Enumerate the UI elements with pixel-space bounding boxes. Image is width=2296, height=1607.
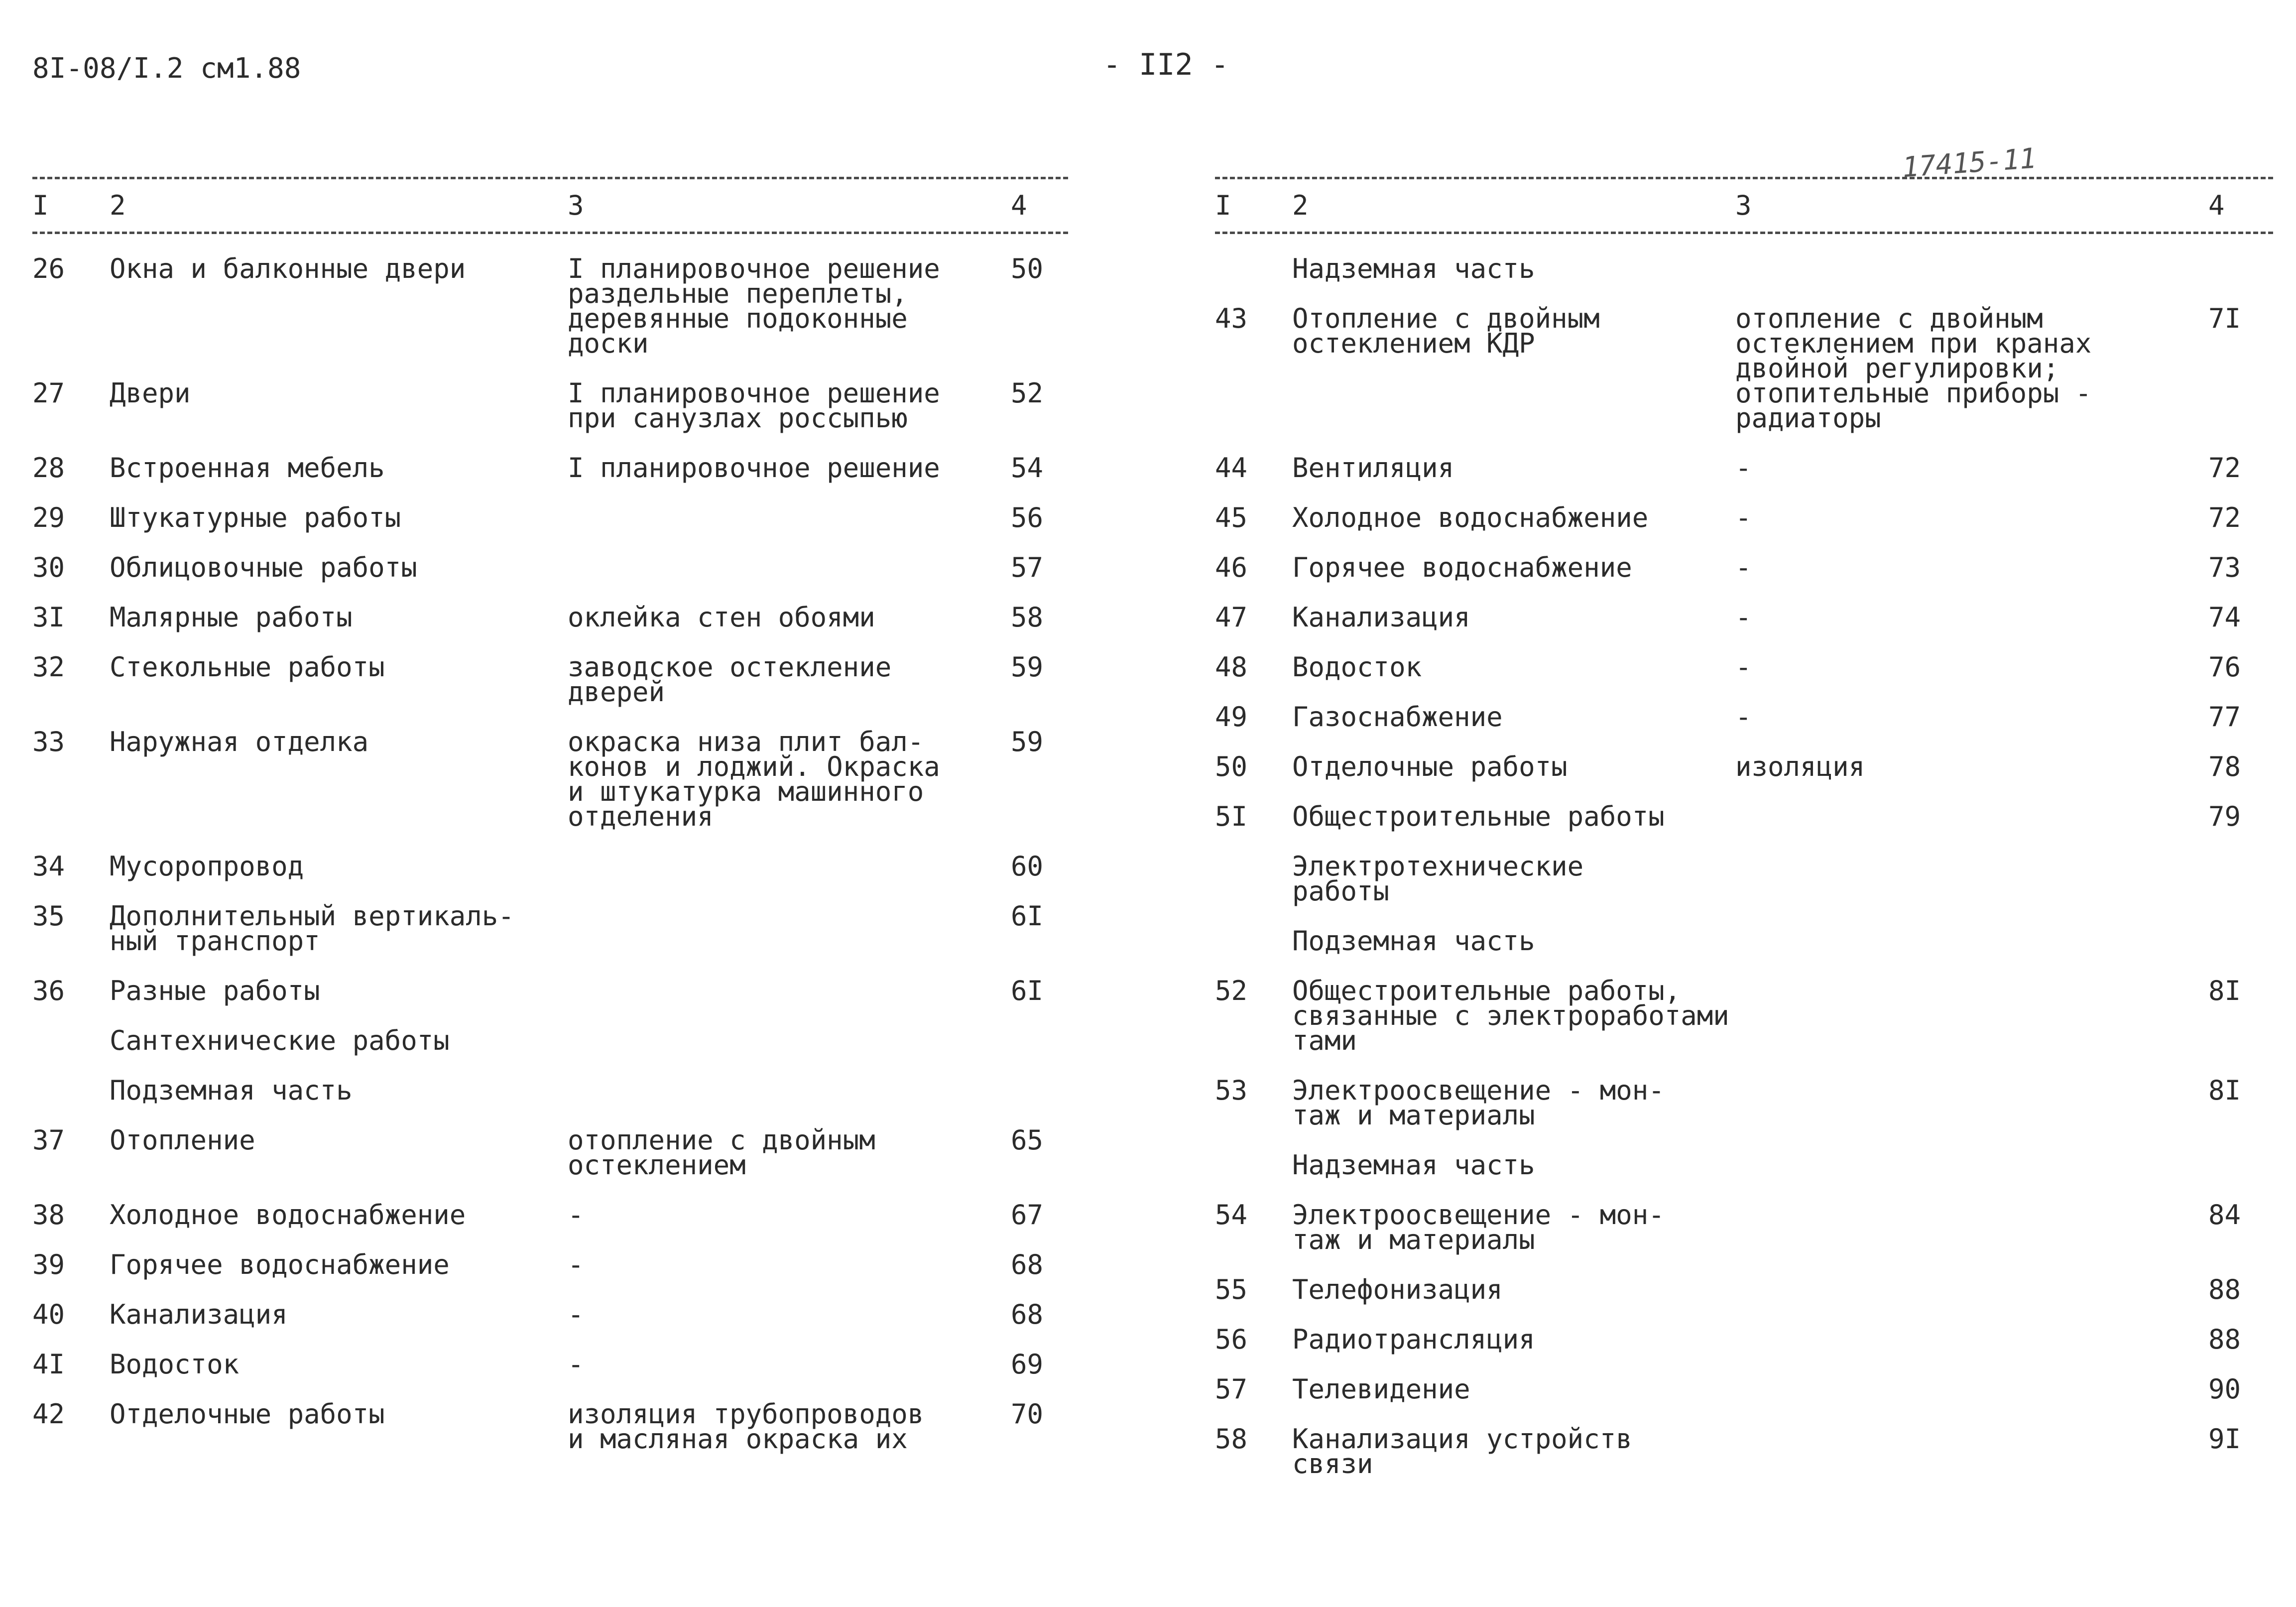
table-row	[32, 726, 1068, 832]
row-page: 69	[1011, 1349, 1044, 1380]
page-number: - II2 -	[1103, 47, 1229, 82]
row-page: 6I	[1011, 900, 1044, 932]
row-page: 58	[1011, 602, 1044, 633]
row-page: 74	[2208, 602, 2241, 633]
row-note: I планировочное решение раздельные переплеты, деревянные подоконные доски	[568, 253, 940, 359]
row-number: 30	[32, 552, 65, 583]
row-number: 52	[1215, 975, 1248, 1006]
row-number: 4I	[32, 1349, 65, 1380]
column-header-number: I	[1215, 190, 1231, 221]
row-number: 57	[1215, 1373, 1248, 1405]
table-row	[1215, 975, 2273, 1056]
row-page: 78	[2208, 751, 2241, 782]
row-name: Общестроительные работы	[1292, 801, 1665, 832]
table-row	[1215, 602, 2273, 633]
row-number: 46	[1215, 552, 1248, 583]
row-name: Надземная часть	[1292, 1149, 1535, 1181]
row-number: 56	[1215, 1324, 1248, 1355]
table-row	[32, 1349, 1068, 1380]
table-row	[32, 1299, 1068, 1330]
table-row	[1215, 1274, 2273, 1305]
row-number: 47	[1215, 602, 1248, 633]
column-header-note: 3	[568, 190, 584, 221]
row-note: оклейка стен обоями	[568, 602, 875, 633]
row-page: 68	[1011, 1249, 1044, 1280]
row-name: Подземная часть	[110, 1075, 353, 1106]
row-note: -	[568, 1199, 584, 1231]
table-row	[1215, 925, 2273, 957]
row-name: Двери	[110, 377, 191, 409]
table-header-rule	[1215, 232, 2273, 234]
row-number: 55	[1215, 1274, 1248, 1305]
table-body	[32, 253, 1068, 1455]
table-row	[32, 452, 1068, 484]
table-row	[32, 1249, 1068, 1280]
row-note: -	[1735, 502, 1752, 533]
row-page: 8I	[2208, 1075, 2241, 1106]
table-row	[1215, 1075, 2273, 1131]
row-number: 45	[1215, 502, 1248, 533]
table-row	[1215, 851, 2273, 907]
row-name: Отделочные работы	[1292, 751, 1568, 782]
row-name: Разные работы	[110, 975, 320, 1006]
row-page: 6I	[1011, 975, 1044, 1006]
row-name: Канализация	[110, 1299, 288, 1330]
table-row	[32, 602, 1068, 633]
row-number: 42	[32, 1398, 65, 1430]
table-row	[1215, 502, 2273, 533]
row-number: 37	[32, 1124, 65, 1156]
column-header-page: 4	[2208, 190, 2225, 221]
row-name: Телевидение	[1292, 1373, 1470, 1405]
table-row	[1215, 1149, 2273, 1181]
row-name: Общестроительные работы, связанные с электроработами тами	[1292, 975, 1729, 1056]
row-page: 90	[2208, 1373, 2241, 1405]
left-table	[32, 177, 1068, 1477]
row-number: 50	[1215, 751, 1248, 782]
table-row	[32, 1398, 1068, 1455]
row-number: 43	[1215, 303, 1248, 334]
row-page: 50	[1011, 253, 1044, 284]
row-number: 48	[1215, 651, 1248, 683]
table-row	[32, 502, 1068, 533]
table-row	[1215, 452, 2273, 484]
row-name: Стекольные работы	[110, 651, 385, 683]
row-note: заводское остекление дверей	[568, 651, 892, 708]
row-page: 79	[2208, 801, 2241, 832]
row-page: 70	[1011, 1398, 1044, 1430]
row-page: 84	[2208, 1199, 2241, 1231]
row-name: Малярные работы	[110, 602, 353, 633]
row-name: Горячее водоснабжение	[110, 1249, 450, 1280]
row-page: 9I	[2208, 1423, 2241, 1455]
row-name: Радиотрансляция	[1292, 1324, 1535, 1355]
row-name: Водосток	[1292, 651, 1422, 683]
row-number: 36	[32, 975, 65, 1006]
table-row	[1215, 1423, 2273, 1480]
column-header-row	[1215, 179, 2273, 232]
table-row	[1215, 303, 2273, 434]
row-number: 33	[32, 726, 65, 757]
row-name: Дополнительный вертикаль- ный транспорт	[110, 900, 514, 957]
table-row	[32, 1075, 1068, 1106]
row-name: Отопление	[110, 1124, 255, 1156]
table-row	[32, 253, 1068, 359]
row-number: 53	[1215, 1075, 1248, 1106]
row-page: 8I	[2208, 975, 2241, 1006]
row-page: 65	[1011, 1124, 1044, 1156]
row-note: I планировочное решение при санузлах россыпью	[568, 377, 940, 434]
row-note: отопление с двойным остеклением	[568, 1124, 875, 1181]
table-row	[1215, 1199, 2273, 1255]
column-header-row	[32, 179, 1068, 232]
table-row	[32, 1025, 1068, 1056]
row-name: Сантехнические работы	[110, 1025, 450, 1056]
row-note: -	[568, 1349, 584, 1380]
row-name: Горячее водоснабжение	[1292, 552, 1632, 583]
row-number: 26	[32, 253, 65, 284]
table-row	[32, 851, 1068, 882]
row-page: 60	[1011, 851, 1044, 882]
row-name: Отделочные работы	[110, 1398, 385, 1430]
row-number: 35	[32, 900, 65, 932]
row-number: 44	[1215, 452, 1248, 484]
row-page: 72	[2208, 502, 2241, 533]
column-header-note: 3	[1735, 190, 1752, 221]
document-code: 8I-08/I.2 см1.88	[32, 52, 301, 85]
row-page: 76	[2208, 651, 2241, 683]
row-number: 54	[1215, 1199, 1248, 1231]
table-row	[1215, 552, 2273, 583]
row-note: -	[1735, 552, 1752, 583]
row-note: -	[1735, 452, 1752, 484]
row-name: Электроосвещение - мон- таж и материалы	[1292, 1199, 1665, 1255]
row-page: 67	[1011, 1199, 1044, 1231]
row-note: отопление с двойным остеклением при кранах двойной регулировки; отопительные приборы - радиаторы	[1735, 303, 2092, 434]
row-name: Электротехнические работы	[1292, 851, 1584, 907]
column-header-number: I	[32, 190, 49, 221]
row-name: Надземная часть	[1292, 253, 1535, 284]
row-number: 3I	[32, 602, 65, 633]
row-page: 77	[2208, 701, 2241, 733]
row-page: 68	[1011, 1299, 1044, 1330]
row-note: окраска низа плит бал- конов и лоджий. Окраска и штукатурка машинного отделения	[568, 726, 940, 832]
row-number: 39	[32, 1249, 65, 1280]
table-row	[32, 552, 1068, 583]
row-page: 54	[1011, 452, 1044, 484]
table-row	[32, 1124, 1068, 1181]
row-note: -	[568, 1249, 584, 1280]
row-name: Встроенная мебель	[110, 452, 385, 484]
table-row	[1215, 651, 2273, 683]
row-name: Штукатурные работы	[110, 502, 401, 533]
row-number: 28	[32, 452, 65, 484]
row-page: 57	[1011, 552, 1044, 583]
table-row	[1215, 1324, 2273, 1355]
row-name: Отопление с двойным остеклением КДР	[1292, 303, 1600, 359]
row-note: -	[1735, 602, 1752, 633]
row-note: -	[568, 1299, 584, 1330]
row-name: Газоснабжение	[1292, 701, 1503, 733]
row-page: 52	[1011, 377, 1044, 409]
table-row	[1215, 701, 2273, 733]
row-name: Подземная часть	[1292, 925, 1535, 957]
row-number: 40	[32, 1299, 65, 1330]
table-row	[32, 377, 1068, 434]
handwritten-note: 17415-11	[1901, 142, 2038, 184]
right-table	[1215, 177, 2273, 1501]
row-name: Холодное водоснабжение	[1292, 502, 1649, 533]
column-header-name: 2	[1292, 190, 1309, 221]
row-page: 56	[1011, 502, 1044, 533]
row-number: 38	[32, 1199, 65, 1231]
row-name: Облицовочные работы	[110, 552, 417, 583]
row-name: Вентиляция	[1292, 452, 1454, 484]
table-row	[1215, 751, 2273, 782]
row-name: Телефонизация	[1292, 1274, 1503, 1305]
row-page: 88	[2208, 1274, 2241, 1305]
row-note: изоляция	[1735, 751, 1865, 782]
row-note: -	[1735, 701, 1752, 733]
row-name: Водосток	[110, 1349, 240, 1380]
row-page: 88	[2208, 1324, 2241, 1355]
table-row	[1215, 253, 2273, 284]
table-row	[32, 975, 1068, 1006]
row-note: I планировочное решение	[568, 452, 940, 484]
row-number: 5I	[1215, 801, 1248, 832]
row-name: Холодное водоснабжение	[110, 1199, 466, 1231]
table-body	[1215, 253, 2273, 1480]
row-number: 34	[32, 851, 65, 882]
row-name: Мусоропровод	[110, 851, 304, 882]
row-name: Наружная отделка	[110, 726, 369, 757]
row-number: 32	[32, 651, 65, 683]
row-number: 49	[1215, 701, 1248, 733]
row-page: 73	[2208, 552, 2241, 583]
table-row	[1215, 1373, 2273, 1405]
column-header-name: 2	[110, 190, 126, 221]
row-name: Окна и балконные двери	[110, 253, 466, 284]
table-header-rule	[32, 232, 1068, 234]
row-note: изоляция трубопроводов и масляная окраска их	[568, 1398, 924, 1455]
table-row	[32, 651, 1068, 708]
table-row	[32, 1199, 1068, 1231]
row-page: 59	[1011, 726, 1044, 757]
row-number: 27	[32, 377, 65, 409]
row-name: Канализация	[1292, 602, 1470, 633]
row-page: 59	[1011, 651, 1044, 683]
table-row	[1215, 801, 2273, 832]
row-number: 58	[1215, 1423, 1248, 1455]
row-name: Электроосвещение - мон- таж и материалы	[1292, 1075, 1665, 1131]
column-header-page: 4	[1011, 190, 1027, 221]
row-page: 72	[2208, 452, 2241, 484]
row-page: 7I	[2208, 303, 2241, 334]
row-note: -	[1735, 651, 1752, 683]
table-row	[32, 900, 1068, 957]
row-number: 29	[32, 502, 65, 533]
row-name: Канализация устройств связи	[1292, 1423, 1632, 1480]
